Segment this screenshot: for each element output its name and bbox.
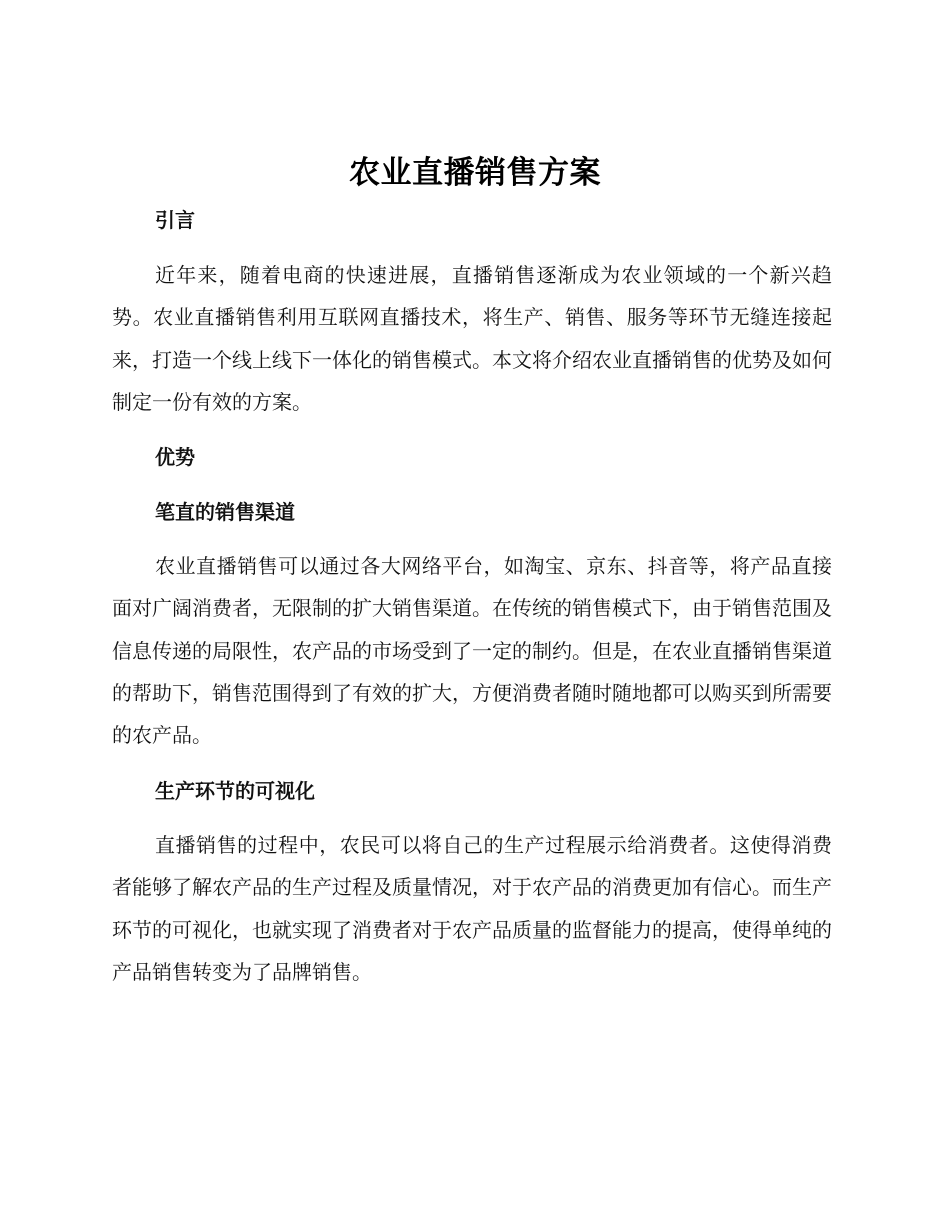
section-heading-visualization: 生产环节的可视化: [155, 779, 315, 803]
section-heading-intro: 引言: [155, 208, 195, 232]
paragraph-direct-channel: 农业直播销售可以通过各大网络平台，如淘宝、京东、抖音等，将产品直接面对广阔消费者，无限制的扩大销售渠道。在传统的销售模式下，由于销售范围及信息传递的局限性，农产品的市场受到了一定的制约。但是，在农业直播销售渠道的帮助下，销售范围得到了有效的扩大，方便消费者随时随地都可以购买到所需要的农产品。: [112, 554, 832, 748]
paragraph-visualization: 直播销售的过程中，农民可以将自己的生产过程展示给消费者。这使得消费者能够了解农产品的生产过程及质量情况，对于农产品的消费更加有信心。而生产环节的可视化，也就实现了消费者对于农产品质量的监督能力的提高，使得单纯的产品销售转变为了品牌销售。: [112, 833, 832, 984]
section-heading-direct-channel: 笔直的销售渠道: [155, 500, 295, 524]
paragraph-intro: 近年来，随着电商的快速进展，直播销售逐渐成为农业领域的一个新兴趋势。农业直播销售利用互联网直播技术，将生产、销售、服务等环节无缝连接起来，打造一个线上线下一体化的销售模式。本文将介绍农业直播销售的优势及如何制定一份有效的方案。: [112, 263, 832, 414]
section-heading-advantages: 优势: [155, 445, 195, 469]
document-title: 农业直播销售方案: [349, 155, 601, 191]
